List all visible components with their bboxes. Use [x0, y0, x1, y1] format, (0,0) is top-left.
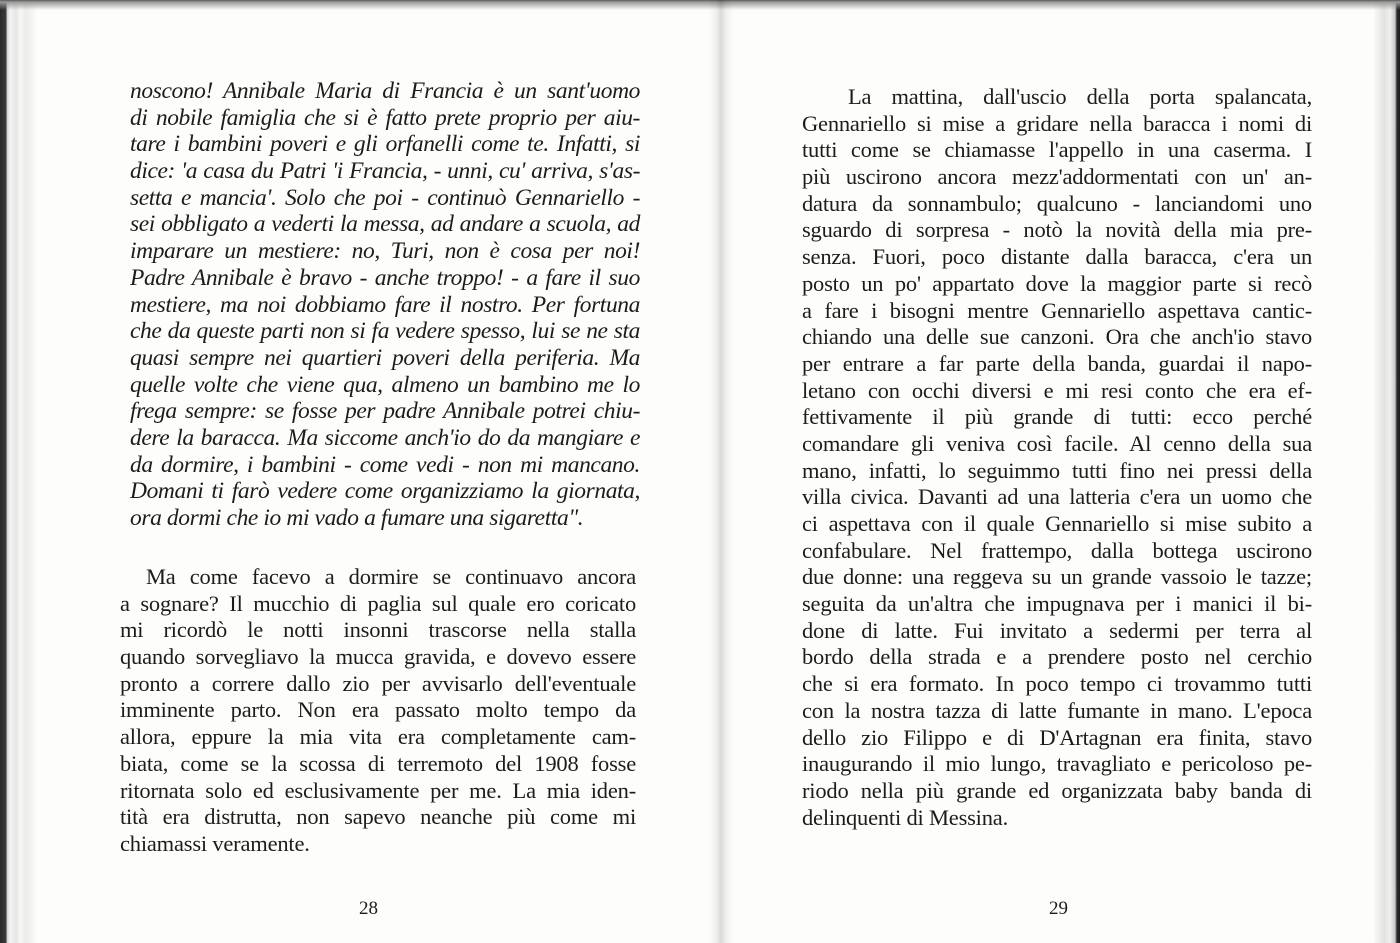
text-line: dere la baracca. Ma siccome anch'io do da mangiare e: [130, 424, 640, 451]
text-line: imparare un mestiere: no, Turi, non è cosa per noi!: [130, 238, 640, 265]
right-paragraph: [802, 84, 1312, 831]
text-line: comandare gli veniva così facile. Al cenno della sua: [802, 430, 1312, 456]
text-line: dello zio Filippo e di D'Artagnan era finita, stavo: [802, 724, 1312, 750]
text-line: a fare i bisogni mentre Gennariello aspettava cantic-: [802, 297, 1312, 323]
text-line: datura da sonnambulo; qualcuno - lanciandomi uno: [802, 190, 1312, 216]
text-line: che si era formato. In poco tempo ci trovammo tutti: [802, 671, 1312, 697]
text-line: sei obbligato a vederti la messa, ad andare a scuola, ad: [130, 211, 640, 238]
text-line: frega sempre: se fosse per padre Annibale potrei chiu-: [130, 398, 640, 425]
text-line: quelle volte che viene qua, almeno un bambino me lo: [130, 371, 640, 398]
text-line: imminente parto. Non era passato molto tempo da: [120, 697, 636, 723]
text-line: pronto a correre dallo zio per avvisarlo dell'eventuale: [120, 670, 636, 696]
text-line: Gennariello si mise a gridare nella baracca i nomi di: [802, 110, 1312, 136]
text-line: noscono! Annibale Maria di Francia è un sant'uomo: [130, 78, 640, 104]
text-line: sguardo di sorpresa - notò la novità della mia pre-: [802, 217, 1312, 243]
text-line: Padre Annibale è bravo - anche troppo! - a fare il suo: [130, 264, 640, 291]
text-line: done di latte. Fui invitato a sedermi per terra al: [802, 617, 1312, 643]
text-line: dice: 'a casa du Patri 'i Francia, - unni, cu' arriva, s'as-: [130, 158, 640, 185]
left-italic-paragraph: [130, 78, 640, 532]
text-line: che da queste parti non si fa vedere spesso, lui se ne sta: [130, 318, 640, 345]
text-line: quasi sempre nei quartieri poveri della periferia. Ma: [130, 344, 640, 371]
text-line: tare i bambini poveri e gli orfanelli come te. Infatti, si: [130, 131, 640, 158]
text-line: confabulare. Nel frattempo, dalla bottega uscirono: [802, 537, 1312, 563]
text-line: ritornata solo ed esclusivamente per me. La mia iden-: [120, 777, 636, 803]
text-line: di nobile famiglia che si è fatto prete proprio per aiu-: [130, 104, 640, 131]
text-line: letano con occhi diversi e mi resi conto che era ef-: [802, 377, 1312, 403]
text-line: quando sorvegliavo la mucca gravida, e dovevo essere: [120, 644, 636, 670]
text-line: con la nostra tazza di latte fumante in mano. L'epoca: [802, 697, 1312, 723]
text-line: due donne: una reggeva su un grande vassoio le tazze;: [802, 564, 1312, 590]
text-line: tutti come se chiamasse l'appello in una caserma. I: [802, 137, 1312, 163]
text-line: Ma come facevo a dormire se continuavo ancora: [146, 564, 636, 589]
text-line: seguita da un'altra che impugnava per i manici il bi-: [802, 591, 1312, 617]
text-line: senza. Fuori, poco distante dalla baracca, c'era un: [802, 244, 1312, 270]
right-page: [721, 0, 1400, 943]
text-line: mestiere, ma noi dobbiamo fare il nostro. Per fortuna: [130, 291, 640, 318]
page-number-left: 28: [359, 898, 378, 919]
text-line: da dormire, i bambini - come vedi - non mi mancano.: [130, 451, 640, 478]
text-line: biata, come se la scossa di terremoto del 1908 fosse: [120, 750, 636, 776]
text-line: villa civica. Davanti ad una latteria c'era un uomo che: [802, 484, 1312, 510]
text-line: allora, eppure la mia vita era completamente cam-: [120, 724, 636, 750]
text-line: mano, infatti, lo seguimmo tutti fino nei pressi della: [802, 457, 1312, 483]
text-line: ci aspettava con il quale Gennariello si mise subito a: [802, 511, 1312, 536]
page-number-right: 29: [1049, 898, 1068, 919]
text-line: riodo nella più grande ed organizzata baby banda di: [802, 777, 1312, 803]
text-line: tità era distrutta, non sapevo neanche più come mi: [120, 804, 636, 830]
text-line: più uscirono ancora mezz'addormentati con un' an-: [802, 164, 1312, 190]
text-line: La mattina, dall'uscio della porta spalancata,: [848, 84, 1312, 109]
text-line: posto un po' appartato dove la maggior parte si recò: [802, 270, 1312, 296]
text-line: mi ricordò le notti insonni trascorse nella stalla: [120, 617, 636, 643]
text-line: ora dormi che io mi vado a fumare una sigaretta".: [130, 505, 584, 531]
text-line: a sognare? Il mucchio di paglia sul quale ero coricato: [120, 590, 636, 616]
left-paragraph: [120, 564, 636, 858]
text-line: fettivamente il più grande di tutti: ecco perché: [802, 404, 1312, 430]
text-line: delinquenti di Messina.: [802, 804, 1008, 830]
text-line: chiando una delle sue canzoni. Ora che anch'io stavo: [802, 324, 1312, 350]
text-line: setta e mancia'. Solo che poi - continuò Gennariello -: [130, 184, 640, 211]
text-line: inaugurando il mio lungo, travagliato e pericoloso pe-: [802, 751, 1312, 777]
text-line: chiamassi veramente.: [120, 830, 310, 856]
text-line: bordo della strada e a prendere posto nel cerchio: [802, 644, 1312, 670]
text-line: Domani ti farò vedere come organizziamo la giornata,: [130, 478, 640, 505]
text-line: per entrare a far parte della banda, guardai il napo-: [802, 350, 1312, 376]
